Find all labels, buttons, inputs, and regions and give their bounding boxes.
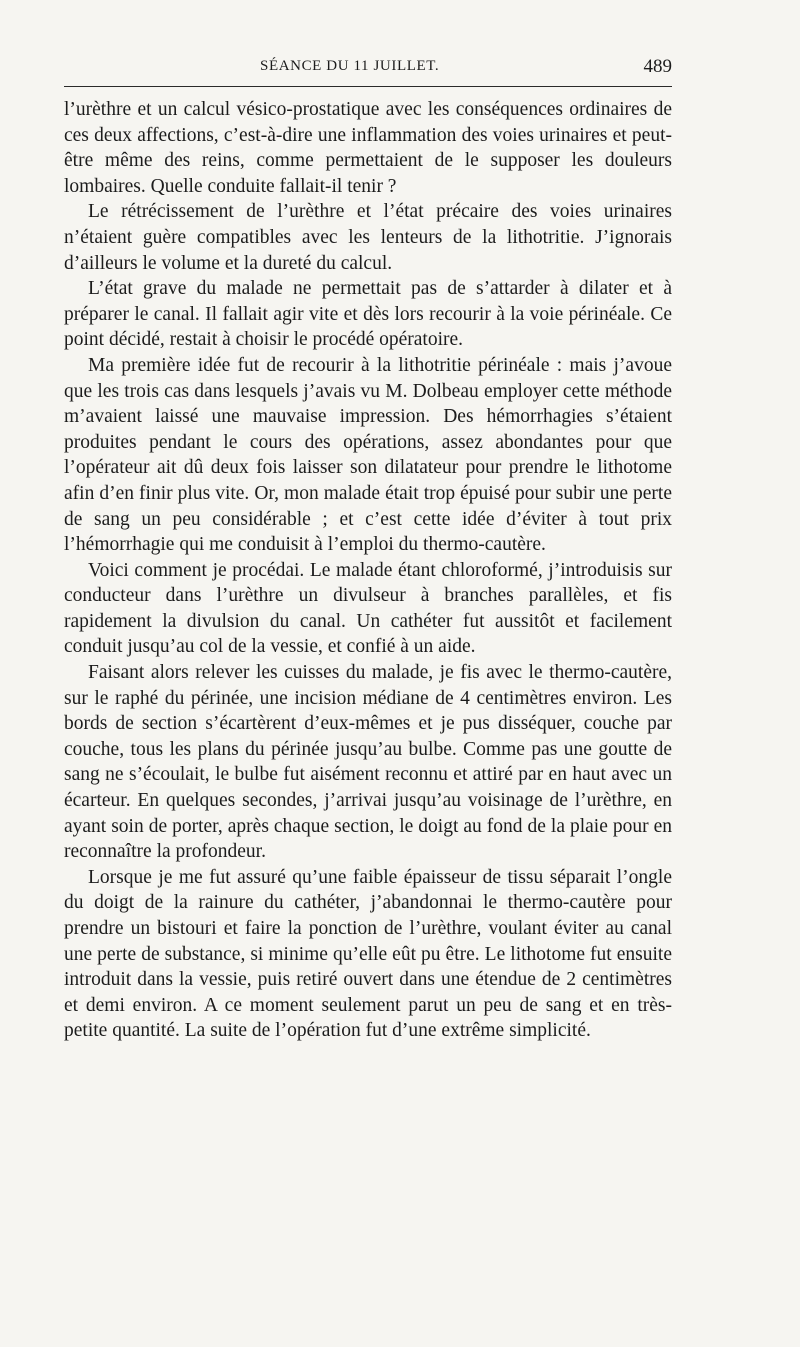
paragraph: Ma première idée fut de recourir à la lithotritie périnéale : mais j’avoue que les trois cas dans lesquels j’avais vu M. Dolbeau employer cette méthode m’avaient laissé une mauvaise impression. Des hémorrhagies s’étaient produites pendant le cours des opérations, assez abondantes pour que l’opérateur ait dû deux fois laisser son dilatateur pour prendre le lithotome afin d’en finir plus vite. Or, mon malade était trop épuisé pour subir une perte de sang un peu considérable ; et c’est cette idée d’éviter à tout prix l’hémorrhagie qui me conduisit à l’emploi du thermo-cautère. [64,354,672,556]
body-text [64,97,672,1044]
paragraph: Faisant alors relever les cuisses du malade, je fis avec le thermo-cautère, sur le raphé du périnée, une incision médiane de 4 centimètres environ. Les bords de section s’écartèrent d’eux-mêmes et je pus disséquer, couche par couche, tous les plans du périnée jusqu’au bulbe. Comme pas une goutte de sang ne s’écoulait, le bulbe fut aisément reconnu et attiré par en haut avec un écarteur. En quelques secondes, j’arrivai jusqu’au voisinage de l’urèthre, en ayant soin de porter, après chaque section, le doigt au fond de la plaie pour en reconnaître la profondeur. [64,662,672,863]
header-rule [64,86,672,87]
paragraph: Voici comment je procédai. Le malade étant chloroformé, j’introduisis sur conducteur dans l’urèthre un divulseur à branches parallèles, et fis rapidement la divulsion du canal. Un cathéter fut aussitôt et facilement conduit jusqu’au col de la vessie, et confié à un aide. [64,559,672,658]
paragraph: l’urèthre et un calcul vésico-prostatique avec les conséquences ordinaires de ces deux affections, c’est-à-dire une inflammation des voies urinaires et peut-être même des reins, comme permettaient de le supposer les douleurs lombaires. Quelle conduite fallait-il tenir ? [64,99,672,197]
page-number: 489 [643,56,672,77]
paragraph: Le rétrécissement de l’urèthre et l’état précaire des voies urinaires n’étaient guère compatibles avec les lenteurs de la lithotritie. J’ignorais d’ailleurs le volume et la dureté du calcul. [64,201,672,274]
running-title: SÉANCE DU 11 JUILLET. [260,58,440,74]
running-head [64,50,672,86]
paragraph: Lorsque je me fut assuré qu’une faible épaisseur de tissu séparait l’ongle du doigt de la rainure du cathéter, j’abandonnai le thermo-cautère pour prendre un bistouri et faire la ponction de l’urèthre, voulant éviter au canal une perte de substance, si minime qu’elle eût pu être. Le lithotome fut ensuite introduit dans la vessie, puis retiré ouvert dans une étendue de 2 centimètres et demi environ. A ce moment seulement parut un peu de sang et en très-petite quantité. La suite de l’opération fut d’une extrême simplicité. [64,866,672,1042]
paragraph: L’état grave du malade ne permettait pas de s’attarder à dilater et à préparer le canal. Il fallait agir vite et dès lors recourir à la voie périnéale. Ce point décidé, restait à choisir le procédé opératoire. [64,278,672,351]
